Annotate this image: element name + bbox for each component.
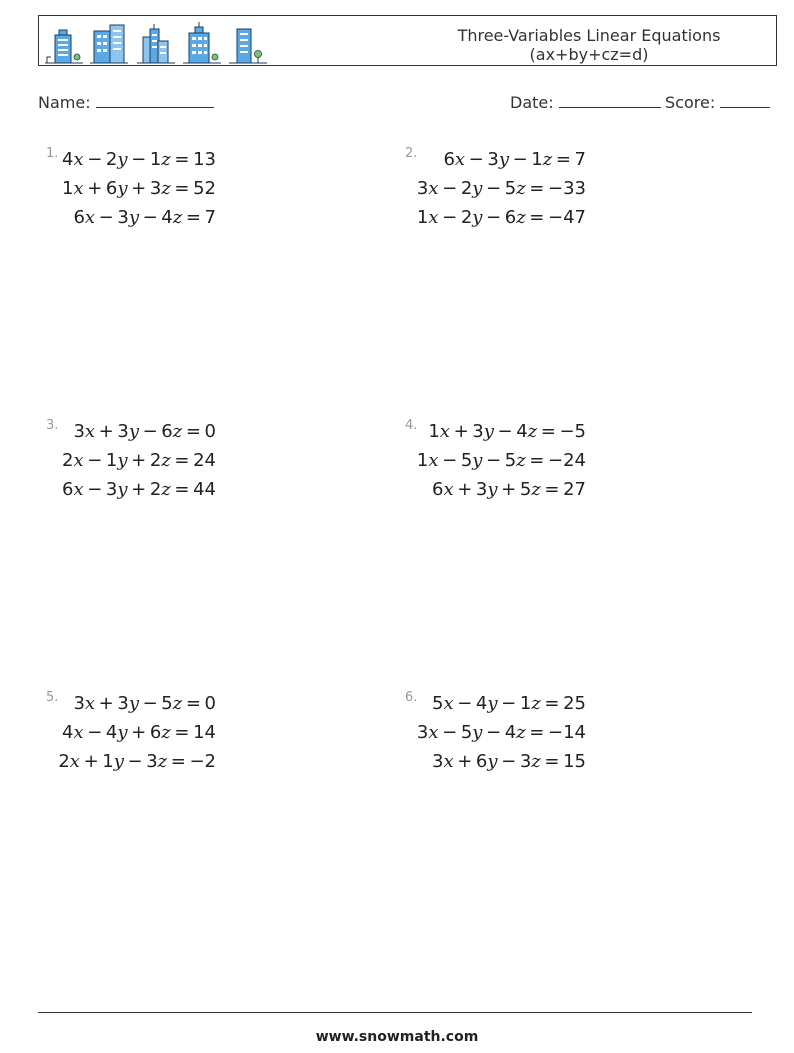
operator: +: [457, 479, 473, 500]
coef-c: 3: [149, 178, 162, 199]
worksheet-title: Three-Variables Linear Equations: [457, 26, 721, 45]
coef-c: 5: [504, 178, 517, 199]
variable-x: x: [443, 693, 454, 714]
coef-c: 1: [149, 149, 162, 170]
operator: −: [486, 178, 502, 199]
building-icons: [45, 21, 265, 65]
equals-sign: =: [185, 693, 201, 714]
name-field: [38, 93, 214, 112]
operator: −: [142, 421, 158, 442]
variable-y: y: [117, 178, 128, 199]
equation: [428, 421, 586, 442]
operator: −: [127, 751, 143, 772]
coef-a: 3: [416, 178, 429, 199]
operator: −: [131, 149, 147, 170]
operator: −: [442, 178, 458, 199]
coef-a: 5: [431, 693, 444, 714]
variable-x: x: [73, 722, 84, 743]
operator: −: [512, 149, 528, 170]
coef-c: 6: [161, 421, 173, 442]
equals-sign: =: [185, 421, 201, 442]
variable-x: x: [73, 149, 84, 170]
coef-b: 3: [472, 421, 484, 442]
coef-a: 2: [61, 450, 74, 471]
variable-y: y: [128, 421, 139, 442]
rhs-value: 15: [563, 751, 586, 772]
equals-sign: =: [529, 178, 545, 199]
rhs-value: 24: [193, 450, 216, 471]
rhs-value: 27: [563, 479, 586, 500]
title-block: [419, 26, 759, 64]
variable-y: y: [498, 149, 509, 170]
equation: [62, 450, 216, 471]
variable-y: y: [117, 722, 128, 743]
operator: −: [142, 207, 158, 228]
coef-a: 2: [58, 751, 70, 772]
coef-a: 3: [416, 722, 429, 743]
coef-b: 4: [475, 693, 488, 714]
operator: +: [83, 751, 99, 772]
coef-b: 2: [460, 178, 473, 199]
footer-url: www.snowmath.com: [315, 1029, 479, 1045]
coef-b: 1: [105, 450, 118, 471]
coef-c: 6: [504, 207, 517, 228]
operator: −: [442, 450, 458, 471]
rhs-value: 13: [193, 149, 216, 170]
operator: +: [501, 479, 517, 500]
equals-sign: =: [544, 479, 560, 500]
rhs-value: 0: [204, 421, 216, 442]
operator: −: [87, 149, 103, 170]
coef-b: 6: [475, 751, 488, 772]
equation: [417, 207, 586, 228]
variable-y: y: [487, 751, 498, 772]
office-building-icon: [90, 21, 130, 65]
variable-y: y: [472, 178, 483, 199]
rhs-value: −2: [189, 751, 216, 772]
problem-3: [46, 418, 216, 518]
variable-y: y: [487, 693, 498, 714]
equation: [62, 149, 216, 170]
operator: +: [131, 450, 147, 471]
operator: −: [87, 722, 103, 743]
coef-c: 4: [161, 207, 173, 228]
variable-x: x: [428, 450, 439, 471]
variable-z: z: [531, 693, 541, 714]
problem-4: [405, 418, 586, 518]
problem-number: 6.: [405, 690, 418, 705]
operator: −: [142, 693, 158, 714]
coef-c: 6: [149, 722, 162, 743]
equals-sign: =: [170, 751, 186, 772]
operator: −: [457, 693, 473, 714]
coef-a: 4: [61, 149, 74, 170]
equals-sign: =: [174, 479, 190, 500]
operator: −: [497, 421, 513, 442]
operator: +: [131, 178, 147, 199]
variable-y: y: [113, 751, 124, 772]
equals-sign: =: [174, 178, 190, 199]
problem-number: 5.: [46, 690, 59, 705]
score-field: [665, 93, 770, 112]
problem-1: [46, 146, 216, 246]
problem-5: [46, 690, 216, 790]
coef-b: 6: [105, 178, 118, 199]
equation: [417, 178, 586, 199]
variable-x: x: [428, 178, 439, 199]
variable-z: z: [161, 479, 171, 500]
coef-b: 3: [487, 149, 499, 170]
operator: −: [468, 149, 484, 170]
problem-number: 2.: [405, 146, 418, 161]
coef-b: 4: [105, 722, 118, 743]
rhs-value: −5: [559, 421, 586, 442]
equals-sign: =: [529, 450, 545, 471]
operator: +: [131, 722, 147, 743]
operator: −: [501, 751, 517, 772]
rhs-value: 0: [204, 693, 216, 714]
date-label: Date:: [510, 93, 554, 112]
variable-y: y: [117, 149, 128, 170]
operator: +: [98, 421, 114, 442]
equation: [73, 421, 216, 442]
variable-x: x: [428, 207, 439, 228]
date-line[interactable]: [559, 93, 661, 108]
operator: −: [87, 450, 103, 471]
coef-c: 4: [504, 722, 517, 743]
coef-b: 3: [117, 693, 129, 714]
coef-b: 1: [102, 751, 114, 772]
date-field: [510, 93, 661, 112]
operator: −: [501, 693, 517, 714]
problem-2: [405, 146, 586, 246]
variable-z: z: [516, 207, 526, 228]
worksheet-subtitle: (ax+by+cz=d): [529, 45, 649, 64]
coef-c: 4: [516, 421, 528, 442]
variable-y: y: [472, 722, 483, 743]
equation: [443, 149, 586, 170]
variable-z: z: [172, 207, 183, 228]
variable-x: x: [73, 479, 84, 500]
equals-sign: =: [174, 722, 190, 743]
variable-z: z: [516, 450, 526, 471]
coef-b: 2: [105, 149, 118, 170]
variable-x: x: [84, 207, 96, 228]
variable-z: z: [531, 751, 541, 772]
coef-a: 6: [73, 207, 85, 228]
rhs-value: 52: [193, 178, 216, 199]
operator: +: [457, 751, 473, 772]
variable-x: x: [73, 178, 84, 199]
coef-a: 4: [61, 722, 74, 743]
rhs-value: −24: [548, 450, 586, 471]
variable-y: y: [128, 207, 139, 228]
variable-y: y: [128, 693, 139, 714]
rhs-value: −33: [548, 178, 586, 199]
variable-z: z: [516, 178, 526, 199]
variable-x: x: [84, 693, 96, 714]
coef-c: 3: [519, 751, 532, 772]
name-label: Name:: [38, 93, 91, 112]
worksheet-header: [38, 15, 777, 66]
coef-c: 5: [519, 479, 532, 500]
equation: [417, 450, 586, 471]
coef-a: 3: [73, 693, 85, 714]
equals-sign: =: [174, 149, 190, 170]
variable-z: z: [157, 751, 168, 772]
footer-divider: [38, 1012, 752, 1013]
variable-y: y: [487, 479, 498, 500]
coef-a: 6: [61, 479, 74, 500]
rhs-value: 7: [204, 207, 216, 228]
score-label: Score:: [665, 93, 716, 112]
operator: −: [442, 207, 458, 228]
coef-a: 1: [61, 178, 74, 199]
variable-z: z: [516, 722, 526, 743]
coef-c: 2: [149, 450, 162, 471]
problem-number: 4.: [405, 418, 418, 433]
variable-x: x: [443, 751, 454, 772]
variable-z: z: [161, 450, 171, 471]
equals-sign: =: [529, 722, 545, 743]
variable-z: z: [172, 693, 183, 714]
equals-sign: =: [174, 450, 190, 471]
rhs-value: 25: [563, 693, 586, 714]
coef-c: 1: [519, 693, 532, 714]
tall-building-icon: [229, 21, 269, 65]
variable-y: y: [472, 450, 483, 471]
problem-6: [405, 690, 586, 790]
coef-c: 2: [149, 479, 162, 500]
operator: +: [131, 479, 147, 500]
rhs-value: 14: [193, 722, 216, 743]
equals-sign: =: [555, 149, 571, 170]
equation: [417, 722, 586, 743]
coef-c: 5: [504, 450, 517, 471]
problem-number: 1.: [46, 146, 59, 161]
rhs-value: −14: [548, 722, 586, 743]
equation: [62, 479, 216, 500]
building-icon: [45, 21, 85, 65]
variable-y: y: [117, 450, 128, 471]
variable-x: x: [69, 751, 80, 772]
equals-sign: =: [544, 693, 560, 714]
coef-b: 3: [117, 421, 129, 442]
variable-z: z: [527, 421, 538, 442]
skyscraper-icon: [137, 21, 177, 65]
operator: −: [486, 207, 502, 228]
rhs-value: 44: [193, 479, 216, 500]
coef-a: 1: [416, 450, 429, 471]
variable-y: y: [117, 479, 128, 500]
variable-y: y: [472, 207, 483, 228]
coef-b: 2: [460, 207, 473, 228]
equation: [62, 178, 216, 199]
equation: [73, 207, 216, 228]
operator: −: [486, 450, 502, 471]
coef-b: 5: [460, 450, 473, 471]
variable-z: z: [172, 421, 183, 442]
variable-x: x: [84, 421, 96, 442]
equals-sign: =: [185, 207, 201, 228]
tower-building-icon: [183, 21, 223, 65]
equation: [73, 693, 216, 714]
variable-z: z: [531, 479, 541, 500]
operator: −: [98, 207, 114, 228]
coef-a: 1: [428, 421, 440, 442]
operator: +: [98, 693, 114, 714]
coef-b: 3: [475, 479, 488, 500]
operator: −: [87, 479, 103, 500]
equation: [58, 751, 216, 772]
variable-z: z: [161, 149, 171, 170]
operator: +: [453, 421, 469, 442]
variable-z: z: [161, 178, 171, 199]
coef-a: 3: [431, 751, 444, 772]
variable-y: y: [483, 421, 494, 442]
coef-c: 5: [161, 693, 173, 714]
variable-x: x: [73, 450, 84, 471]
equals-sign: =: [544, 751, 560, 772]
equals-sign: =: [540, 421, 556, 442]
coef-a: 1: [416, 207, 429, 228]
variable-x: x: [454, 149, 466, 170]
variable-z: z: [161, 722, 171, 743]
score-line[interactable]: [720, 93, 770, 108]
coef-b: 5: [460, 722, 473, 743]
operator: −: [442, 722, 458, 743]
coef-b: 3: [105, 479, 118, 500]
coef-c: 1: [531, 149, 543, 170]
rhs-value: 7: [574, 149, 586, 170]
rhs-value: −47: [548, 207, 586, 228]
coef-a: 6: [443, 149, 455, 170]
variable-x: x: [428, 722, 439, 743]
variable-x: x: [443, 479, 454, 500]
equation: [62, 722, 216, 743]
equals-sign: =: [529, 207, 545, 228]
coef-a: 6: [431, 479, 444, 500]
coef-c: 3: [146, 751, 158, 772]
variable-x: x: [439, 421, 450, 442]
equation: [432, 693, 586, 714]
equation: [432, 479, 586, 500]
equation: [432, 751, 586, 772]
variable-z: z: [542, 149, 553, 170]
problem-number: 3.: [46, 418, 59, 433]
operator: −: [486, 722, 502, 743]
coef-a: 3: [73, 421, 85, 442]
coef-b: 3: [117, 207, 129, 228]
name-line[interactable]: [96, 93, 214, 108]
operator: +: [87, 178, 103, 199]
